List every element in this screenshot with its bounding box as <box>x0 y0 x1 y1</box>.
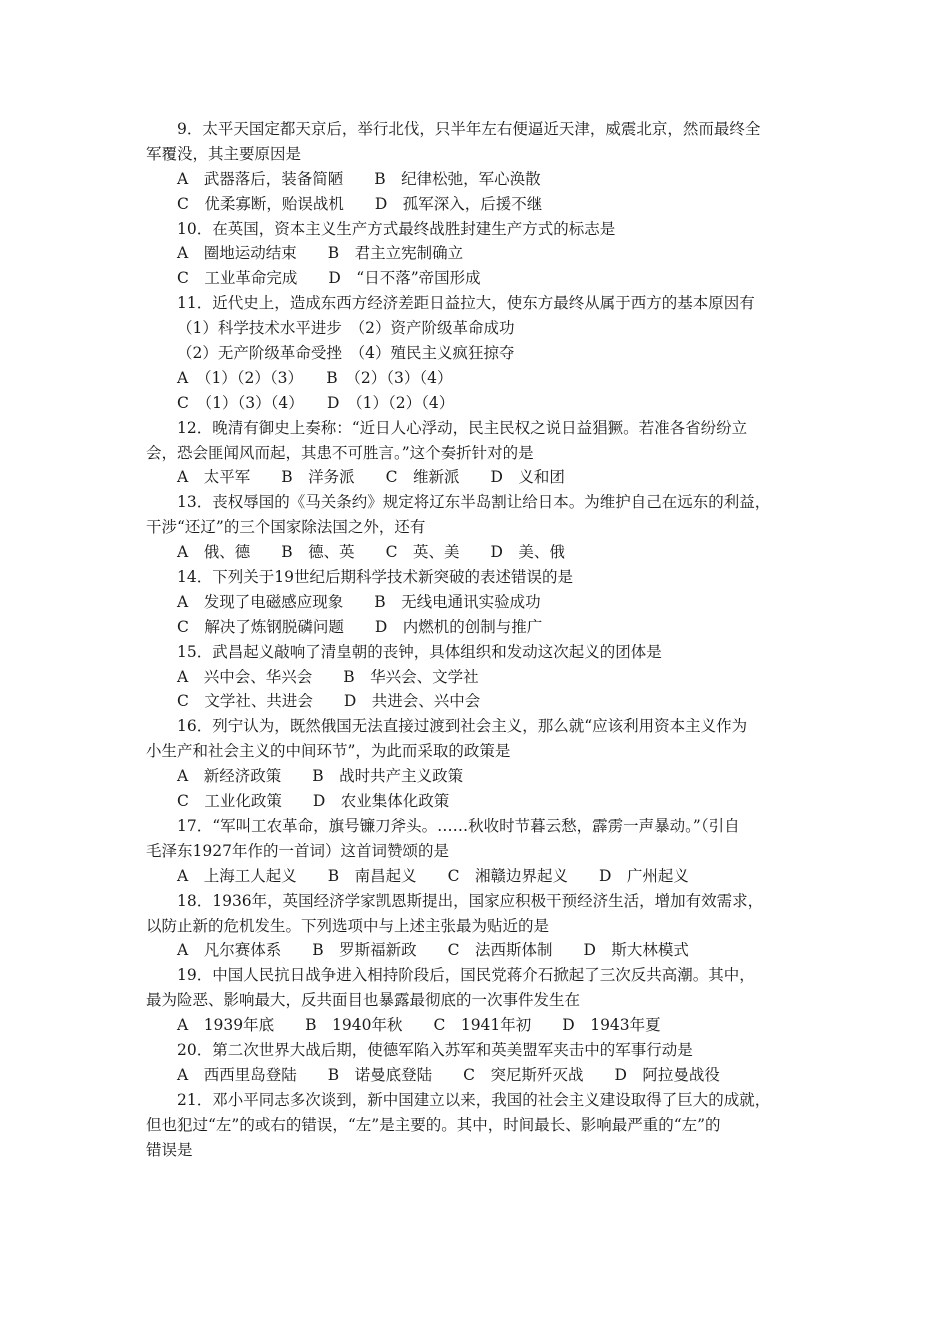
answer-option: A 凡尔赛体系 B 罗斯福新政 C 法西斯体制 D 斯大林模式 <box>177 941 689 960</box>
question-stem-line: 9．太平天国定都天京后，举行北伐，只半年左右便逼近天津，威震北京，然而最终全 <box>177 120 761 138</box>
question-stem-line: 20．第二次世界大战后期，使德军陷入苏军和英美盟军夹击中的军事行动是 <box>177 1040 693 1059</box>
answer-option: C （1）（3）（4） D （1）（2）（4） <box>177 393 455 412</box>
answer-option: A 发现了电磁感应现象 B 无线电通讯实验成功 <box>177 592 541 611</box>
question-list <box>146 117 814 1162</box>
question-stem-line: （2）无产阶级革命受挫 （4）殖民主义疯狂掠夺 <box>177 344 515 363</box>
question-stem-line: 21．邓小平同志多次谈到，新中国建立以来，我国的社会主义建设取得了巨大的成就， <box>177 1090 771 1109</box>
answer-option: A 兴中会、华兴会 B 华兴会、文学社 <box>177 667 479 686</box>
question-stem-line: 毛泽东1927年作的一首词）这首词赞颂的是 <box>146 841 449 860</box>
question-stem-line: 最为险恶、影响最大，反共面目也暴露最彻底的一次事件发生在 <box>146 991 581 1010</box>
question-stem-line: 10．在英国，资本主义生产方式最终战胜封建生产方式的标志是 <box>177 219 616 238</box>
question-stem-line: 12．晚清有御史上奏称：“近日人心浮动，民主民权之说日益猖獗。若准各省纷纷立 <box>177 418 748 437</box>
question-stem-line: 错误是 <box>146 1140 193 1159</box>
question-stem-line: 会，恐会匪闻风而起，其患不可胜言。”这个奏折针对的是 <box>146 443 534 462</box>
question-stem-line: 以防止新的危机发生。下列选项中与上述主张最为贴近的是 <box>146 916 550 935</box>
question-stem-line: 14．下列关于19世纪后期科学技术新突破的表述错误的是 <box>177 568 573 587</box>
answer-option: A 武器落后，装备简陋 B 纪律松弛，军心涣散 <box>177 169 541 188</box>
question-stem-line: 干涉“还辽”的三个国家除法国之外，还有 <box>146 518 426 537</box>
question-stem-line: 11．近代史上，造成东西方经济差距日益拉大，使东方最终从属于西方的基本原因有 <box>177 294 755 313</box>
question-stem-line: 16．列宁认为，既然俄国无法直接过渡到社会主义，那么就“应该利用资本主义作为 <box>177 717 748 736</box>
question-stem-line: 19．中国人民抗日战争进入相持阶段后，国民党蒋介石掀起了三次反共高潮。其中， <box>177 966 755 985</box>
question-stem-line: 小生产和社会主义的中间环节”，为此而采取的政策是 <box>146 742 511 761</box>
answer-option: C 工业化政策 D 农业集体化政策 <box>177 792 450 811</box>
answer-option: A （1）（2）（3） B （2）（3）（4） <box>177 368 453 387</box>
question-stem-line: 17．“军叫工农革命，旗号镰刀斧头。……秋收时节暮云愁，霹雳一声暴动。”（引自 <box>177 816 740 835</box>
question-stem-line: 15．武昌起义敲响了清皇朝的丧钟，具体组织和发动这次起义的团体是 <box>177 642 662 661</box>
question-stem-line: 军覆没，其主要原因是 <box>146 144 302 163</box>
answer-option: A 上海工人起义 B 南昌起义 C 湘赣边界起义 D 广州起义 <box>177 866 689 885</box>
answer-option: A 新经济政策 B 战时共产主义政策 <box>177 767 464 786</box>
answer-option: A 太平军 B 洋务派 C 维新派 D 义和团 <box>177 468 565 487</box>
answer-option: C 文学社、共进会 D 共进会、兴中会 <box>177 692 481 711</box>
answer-option: C 优柔寡断，贻误战机 D 孤军深入，后援不继 <box>177 194 543 213</box>
question-stem-line: （1）科学技术水平进步 （2）资产阶级革命成功 <box>177 319 515 338</box>
question-stem-line: 但也犯过“左”的或右的错误，“左”是主要的。其中，时间最长、影响最严重的“左”的 <box>146 1115 721 1134</box>
answer-option: C 解决了炼钢脱磷问题 D 内燃机的创制与推广 <box>177 617 543 636</box>
answer-option: A 圈地运动结束 B 君主立宪制确立 <box>177 244 464 263</box>
question-stem-line: 13．丧权辱国的《马关条约》规定将辽东半岛割让给日本。为维护自己在远东的利益， <box>177 493 771 512</box>
answer-option: A 俄、德 B 德、英 C 英、美 D 美、俄 <box>177 543 565 562</box>
answer-option: A 1939年底 B 1940年秋 C 1941年初 D 1943年夏 <box>177 1016 661 1035</box>
question-stem-line: 18．1936年，英国经济学家凯恩斯提出，国家应积极干预经济生活，增加有效需求， <box>177 891 764 910</box>
answer-option: C 工业革命完成 D “日不落”帝国形成 <box>177 269 481 288</box>
answer-option: A 西西里岛登陆 B 诺曼底登陆 C 突尼斯歼灭战 D 阿拉曼战役 <box>177 1065 720 1084</box>
